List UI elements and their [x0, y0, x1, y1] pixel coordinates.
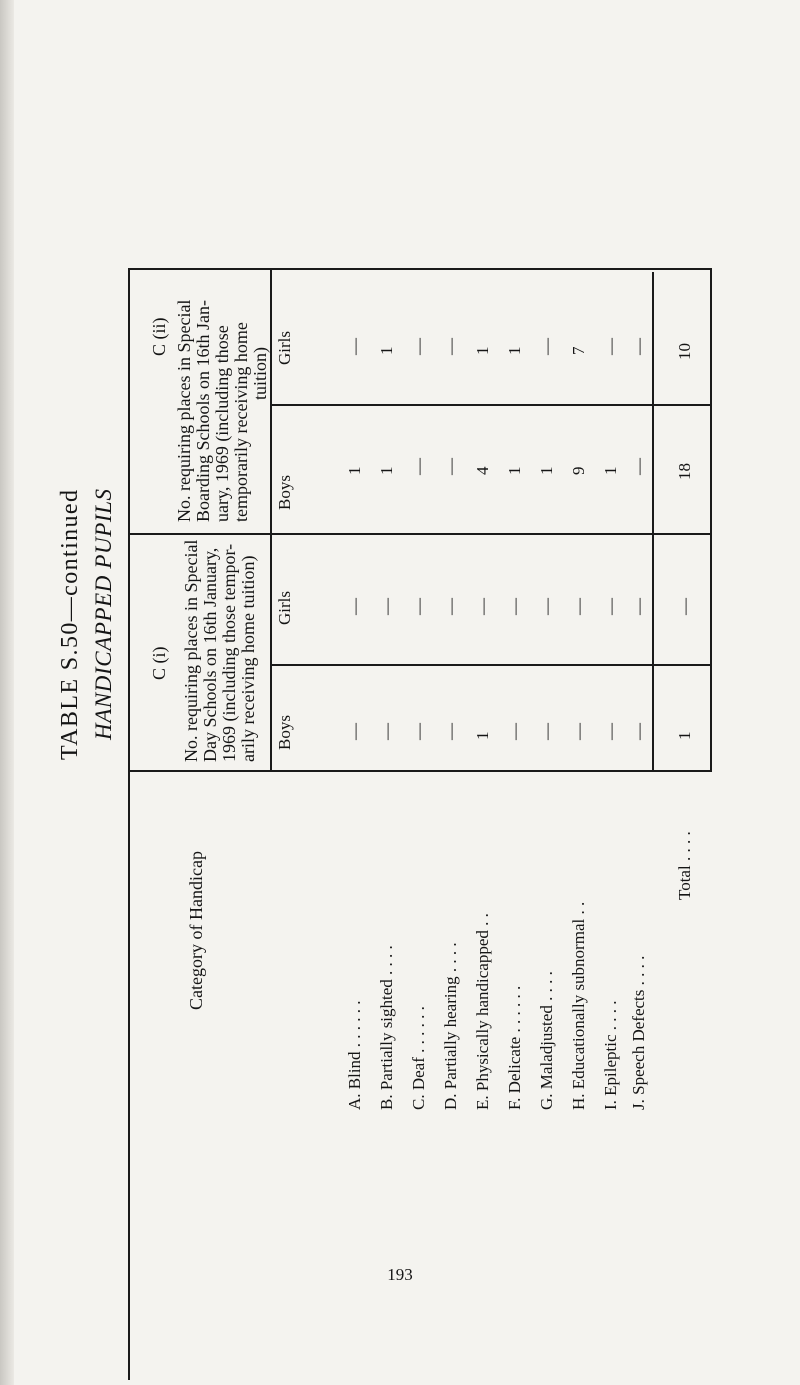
boarding-boys-girls-divider: [272, 404, 712, 406]
day-boys-cell: —: [377, 723, 396, 740]
day-girls-cell: —: [537, 598, 556, 615]
boarding-description-line-5: tuition): [250, 347, 270, 400]
day-boys-cell: —: [409, 723, 428, 740]
boarding-girls-cell: 1: [377, 346, 396, 355]
day-girls-header: Girls: [275, 591, 294, 625]
boarding-girls-cell: —: [345, 338, 364, 355]
page-binding-edge: [0, 0, 14, 1385]
day-group-label: C (i): [149, 646, 169, 680]
day-boys-cell: —: [601, 723, 620, 740]
row-category: B. Partially sighted . . . .: [377, 945, 396, 1110]
total-boarding-boys: 18: [675, 463, 694, 480]
boarding-description-line-3: uary, 1969 (including those: [212, 325, 232, 522]
row-category: F. Delicate . . . . . .: [505, 985, 524, 1110]
group-divider: [130, 533, 712, 535]
boarding-girls-cell: —: [629, 338, 648, 355]
day-boys-cell: 1: [473, 731, 492, 740]
row-category: G. Maladjusted . . . .: [537, 971, 556, 1110]
day-boys-cell: —: [441, 723, 460, 740]
day-boys-cell: —: [505, 723, 524, 740]
boarding-girls-header: Girls: [275, 331, 294, 365]
row-category: E. Physically handicapped . .: [473, 913, 492, 1110]
day-girls-cell: —: [409, 598, 428, 615]
boarding-boys-cell: 1: [345, 466, 364, 475]
table-title: TABLE S.50—continued: [57, 488, 83, 760]
day-boys-cell: —: [345, 723, 364, 740]
boarding-girls-cell: —: [409, 338, 428, 355]
boarding-description-line-2: Boarding Schools on 16th Jan-: [193, 300, 213, 522]
boarding-group-label: C (ii): [149, 317, 169, 356]
category-header: Category of Handicap: [186, 851, 206, 1010]
day-boys-girls-divider: [272, 664, 712, 666]
row-category: I. Epileptic . . . .: [601, 1000, 620, 1110]
boarding-girls-cell: 1: [473, 346, 492, 355]
row-category: A. Blind . . . . . .: [345, 1000, 364, 1110]
boarding-boys-cell: —: [441, 458, 460, 475]
total-day-boys: 1: [675, 731, 694, 740]
day-girls-cell: —: [345, 598, 364, 615]
boarding-boys-cell: —: [629, 458, 648, 475]
table-subtitle: HANDICAPPED PUPILS: [91, 488, 116, 740]
page-number: 193: [387, 1265, 413, 1284]
day-girls-cell: —: [473, 598, 492, 615]
category-column-divider: [130, 770, 712, 772]
row-category: H. Educationally subnormal . .: [569, 901, 588, 1110]
boarding-girls-cell: —: [441, 338, 460, 355]
row-category: J. Speech Defects . . . .: [629, 955, 648, 1110]
boarding-girls-cell: —: [601, 338, 620, 355]
header-divider: [270, 268, 272, 770]
total-label: Total . . . .: [675, 831, 694, 900]
boarding-girls-cell: 1: [505, 346, 524, 355]
total-day-girls: —: [675, 598, 694, 615]
total-boarding-girls: 10: [675, 343, 694, 360]
boarding-boys-cell: 9: [569, 466, 588, 475]
day-girls-cell: —: [441, 598, 460, 615]
boarding-boys-cell: 1: [601, 466, 620, 475]
boarding-boys-cell: 1: [537, 466, 556, 475]
day-girls-cell: —: [377, 598, 396, 615]
table-top-border: [130, 268, 712, 270]
boarding-boys-cell: 4: [473, 466, 492, 475]
day-girls-cell: —: [569, 598, 588, 615]
boarding-boys-cell: —: [409, 458, 428, 475]
day-description-line-2: Day Schools on 16th January,: [200, 547, 220, 762]
day-boys-header: Boys: [275, 715, 294, 750]
boarding-girls-cell: —: [537, 338, 556, 355]
table-left-border: [128, 268, 130, 1380]
day-boys-cell: —: [537, 723, 556, 740]
boarding-boys-cell: 1: [505, 466, 524, 475]
day-boys-cell: —: [629, 723, 648, 740]
total-row-divider: [652, 272, 654, 770]
day-description-line-1: No. requiring places in Special: [181, 539, 201, 762]
boarding-description-line-4: temporarily receiving home: [231, 322, 251, 522]
row-category: D. Partially hearing . . . .: [441, 942, 460, 1110]
day-description-line-3: 1969 (including those tempor-: [219, 543, 239, 762]
day-boys-cell: —: [569, 723, 588, 740]
boarding-boys-cell: 1: [377, 466, 396, 475]
table-right-border: [710, 268, 712, 772]
row-category: C. Deaf . . . . . .: [409, 1006, 428, 1110]
boarding-boys-header: Boys: [275, 475, 294, 510]
day-girls-cell: —: [601, 598, 620, 615]
day-girls-cell: —: [629, 598, 648, 615]
boarding-description-line-1: No. requiring places in Special: [174, 299, 194, 522]
day-description-line-4: arily receiving home tuition): [238, 555, 258, 762]
boarding-girls-cell: 7: [569, 346, 588, 355]
day-girls-cell: —: [505, 598, 524, 615]
